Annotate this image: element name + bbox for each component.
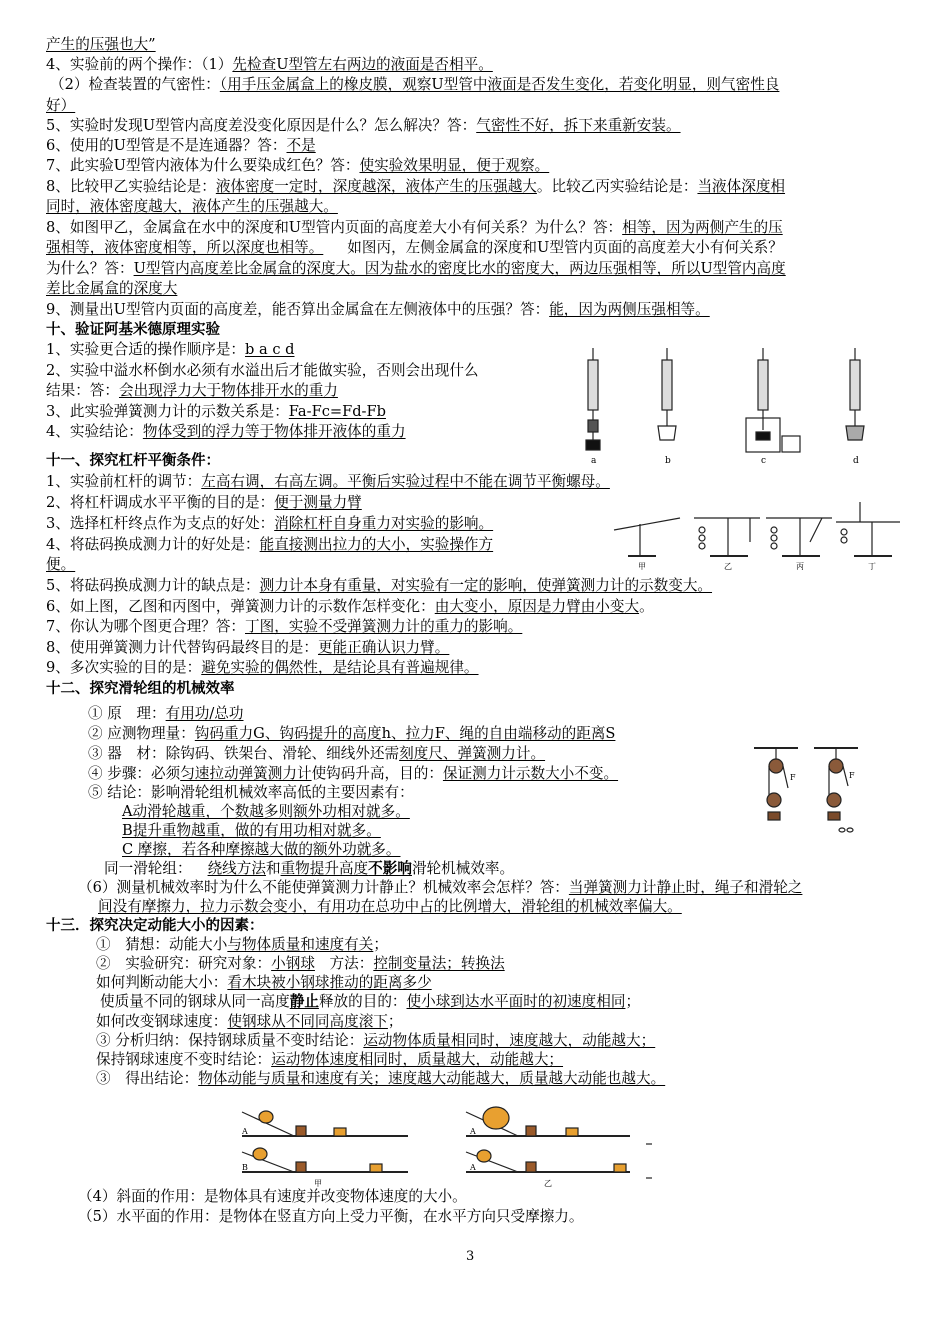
text-line: 7、你认为哪个图更合理？答：丁图，实验不受弹簧测力计的重力的影响。: [46, 618, 523, 635]
text-line: 1、实验更合适的操作顺序是：b a c d: [46, 341, 295, 358]
figure-caption: 乙: [544, 1179, 552, 1188]
text-line: 9、测量出U型管内页面的高度差，能否算出金属盒在左侧液体中的压强？答：能，因为两侧压强相等。: [46, 301, 710, 318]
text-line: 4、实验前的两个操作：（1）先检查U型管左右两边的液面是否相平。: [46, 56, 493, 73]
text-line: ③ 器 材：除钩码、铁架台、滑轮、细线外还需刻度尺、弹簧测力计。: [88, 745, 546, 762]
text-line: （6）测量机械效率时为什么不能使弹簧测力计静止？机械效率会怎样？答：当弹簧测力计静止时，绳子和滑轮之: [78, 879, 803, 896]
text-line: ④ 步骤：必须匀速拉动弹簧测力计使钩码升高，目的：保证测力计示数大小不变。: [88, 765, 619, 782]
text-line: 9、多次实验的目的是：避免实验的偶然性，是结论具有普遍规律。: [46, 659, 479, 676]
text-line: 为什么？答：U型管内高度差比金属盒的深度大。因为盐水的密度比水的密度大，两边压强相等，所以U型管内高度: [46, 260, 786, 277]
text-line: （2）检查装置的气密性：（用手压金属盒上的橡皮膜，观察U型管中液面是否发生变化，若变化明显，则气密性良: [50, 76, 780, 93]
text-line: 1、实验前杠杆的调节：左高右调，右高左调。平衡后实验过程中不能在调节平衡螺母。: [46, 473, 610, 490]
text-line: ⑤ 结论：影响滑轮组机械效率高低的主要因素有：: [88, 784, 414, 801]
text-line: ③ 得出结论：物体动能与质量和速度有关；速度越大动能越大，质量越大动能也越大。: [96, 1070, 666, 1087]
text-line: C 摩擦，若各种摩擦越大做的额外功就多。: [122, 841, 401, 858]
text-line: 8、比较甲乙实验结论是：液体密度一定时，深度越深，液体产生的压强越大。比较乙丙实验结论是：当液体深度相: [46, 178, 786, 195]
text-line: 3、此实验弹簧测力计的示数关系是：Fa-Fc=Fd-Fb: [46, 403, 386, 420]
lever-experiment-figure: [610, 500, 902, 572]
text-line: 2、将杠杆调成水平平衡的目的是：便于测量力臂: [46, 494, 362, 511]
force-label: F: [790, 773, 796, 782]
figure-label: 丁: [868, 562, 876, 571]
text-line: 2、实验中溢水杯倒水必须有水溢出后才能做实验，否则会出现什么: [46, 362, 479, 379]
text-line: 同一滑轮组： 绕线方法和重物提升高度不影响滑轮机械效率。: [104, 860, 515, 877]
text-line: 如何判断动能大小：看木块被小钢球推动的距离多少: [96, 974, 432, 991]
text-line: ① 原 理：有用功/总功: [88, 705, 244, 722]
figure-label: d: [853, 456, 859, 466]
figure-label: 丙: [796, 562, 804, 571]
text-line: 4、将砝码换成测力计的好处是：能直接测出拉力的大小，实验操作方: [46, 536, 494, 553]
text-line: 5、将砝码换成测力计的缺点是：测力计本身有重量，对实验有一定的影响，使弹簧测力计的示数变大。: [46, 577, 713, 594]
text-line: 3、选择杠杆终点作为支点的好处：消除杠杆自身重力对实验的影响。: [46, 515, 494, 532]
text-line: 差比金属盒的深度大: [46, 280, 178, 297]
text-line: 4、实验结论：物体受到的浮力等于物体排开液体的重力: [46, 423, 406, 440]
text-line: ① 猜想：动能大小与物体质量和速度有关；: [96, 936, 388, 953]
text-line: 产生的压强也大”: [46, 36, 156, 53]
text-line: 好）: [46, 97, 76, 114]
text-line: 保持钢球速度不变时结论：运动物体速度相同时，质量越大，动能越大；: [96, 1051, 564, 1068]
text-line: 便。: [46, 556, 76, 573]
text-line: 5、实验时发现U型管内高度差没变化原因是什么？怎么解决？答：气密性不好，拆下来重新安装。: [46, 117, 681, 134]
figure-caption: 甲: [314, 1179, 322, 1188]
text-line: 间没有摩擦力，拉力示数会变小，有用功在总功中占的比例增大，滑轮组的机械效率偏大。: [98, 898, 682, 915]
section-heading: 十三．探究决定动能大小的因素：: [46, 918, 264, 934]
ramp-label: B: [242, 1163, 248, 1172]
section-heading: 十一、探究杠杆平衡条件：: [46, 453, 220, 469]
text-line: 强相等，液体密度相等，所以深度也相等。 如图丙，左侧金属盒的深度和U型管内页面的高度差大小有何关系？: [46, 239, 783, 256]
text-line: （4）斜面的作用：是物体具有速度并改变物体速度的大小。: [78, 1188, 467, 1205]
text-line: （5）水平面的作用：是物体在竖直方向上受力平衡，在水平方向只受摩擦力。: [78, 1208, 584, 1225]
pulley-experiment-figure: [752, 746, 864, 838]
text-line: 8、使用弹簧测力计代替钩码最终目的是：更能正确认识力臂。: [46, 639, 450, 656]
kinetic-energy-ramp-figure: [230, 1104, 660, 1190]
text-line: A动滑轮越重，个数越多则额外功相对就多。: [122, 803, 410, 820]
ramp-label: A: [470, 1127, 476, 1136]
archimedes-experiment-figure: [566, 348, 886, 470]
text-line: B提升重物越重，做的有用功相对就多。: [122, 822, 381, 839]
text-line: 结果：答：会出现浮力大于物体排开水的重力: [46, 382, 338, 399]
ramp-label: A: [470, 1163, 476, 1172]
text-line: 如何改变钢球速度：使钢球从不同同高度滚下；: [96, 1013, 403, 1030]
text-line: ② 实验研究：研究对象：小钢球 方法：控制变量法；转换法: [96, 955, 505, 972]
page-number: 3: [466, 1249, 475, 1264]
figure-label: c: [761, 456, 767, 466]
section-heading: 十二、探究滑轮组的机械效率: [46, 681, 235, 697]
text-line: 同时，液体密度越大，液体产生的压强越大。: [46, 198, 338, 215]
text-line: ② 应测物理量：钩码重力G、钩码提升的高度h、拉力F、绳的自由端移动的距离S: [88, 725, 616, 742]
figure-label: a: [591, 456, 597, 466]
text-line: 使质量不同的钢球从同一高度静止释放的目的：使小球到达水平面时的初速度相同；: [100, 993, 641, 1010]
ramp-label: A: [242, 1127, 248, 1136]
text-line: 8、如图甲乙，金属盒在水中的深度和U型管内页面的高度差大小有何关系？为什么？答：相等，因为两侧产生的压: [46, 219, 783, 236]
figure-label: 甲: [638, 562, 646, 571]
text-line: 6、如上图，乙图和丙图中，弹簧测力计的示数作怎样变化：由大变小，原因是力臂由小变大。: [46, 598, 654, 615]
section-heading: 十、验证阿基米德原理实验: [46, 322, 220, 338]
force-label: F: [849, 771, 855, 780]
figure-label: 乙: [724, 562, 732, 571]
text-line: 7、此实验U型管内液体为什么要染成红色？答：使实验效果明显，便于观察。: [46, 157, 550, 174]
figure-label: b: [665, 456, 671, 466]
text-line: ③ 分析归纳：保持钢球质量不变时结论：运动物体质量相同时，速度越大，动能越大；: [96, 1032, 656, 1049]
text-line: 6、使用的U型管是不是连通器？答：不是: [46, 137, 316, 154]
